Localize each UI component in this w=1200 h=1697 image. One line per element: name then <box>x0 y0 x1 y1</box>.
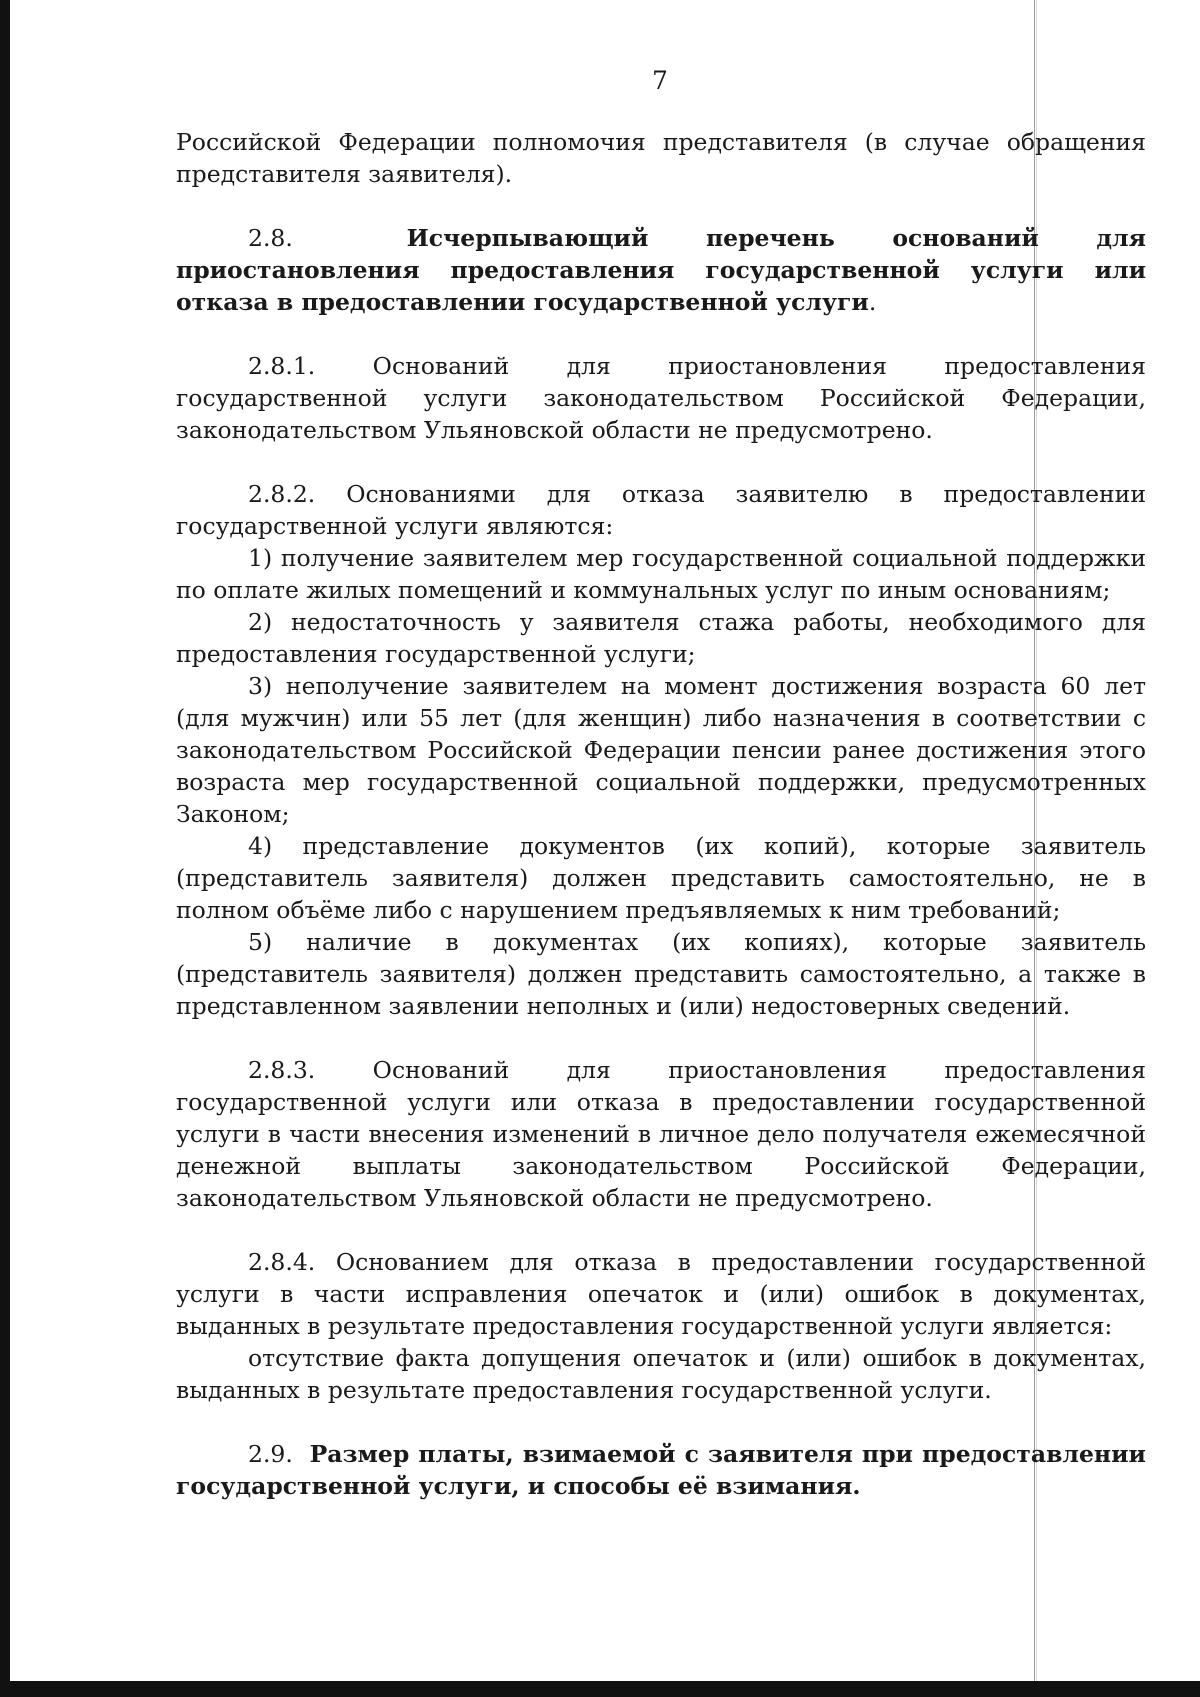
section-number: 2.9. <box>248 1440 293 1468</box>
document-body <box>176 126 1146 1502</box>
paragraph-2-8-4-condition: отсутствие факта допущения опечаток и (или) ошибок в документах, выданных в результате предоставления государственной услуги. <box>176 1344 1146 1404</box>
section-heading-2-8 <box>176 222 1146 318</box>
list-item-3: 3) неполучение заявителем на момент достижения возраста 60 лет (для мужчин) или 55 лет (для женщин) либо назначения в соответствии с законодательством Российской Федерации пенсии ранее достижения этого возраста мер государственной социальной поддержки, предусмотренных Законом; <box>176 672 1146 828</box>
scan-bottom-edge <box>0 1681 1200 1697</box>
section-title: Исчерпывающий перечень оснований для приостановления предоставления государственной услуги или отказа в предоставлении государственной услуги <box>176 224 1146 316</box>
paragraph-2-8-1: 2.8.1. Оснований для приостановления предоставления государственной услуги законодательством Российской Федерации, законодательством Ульяновской области не предусмотрено. <box>176 352 1146 444</box>
section-heading-2-9 <box>176 1438 1146 1502</box>
paragraph-2-8-2: 2.8.2. Основаниями для отказа заявителю в предоставлении государственной услуги являются: <box>176 480 1146 540</box>
paragraph-2-8-3: 2.8.3. Оснований для приостановления предоставления государственной услуги или отказа в предоставлении государственной услуги в части внесения изменений в личное дело получателя ежемесячной денежной выплаты законодательством Российской Федерации, законодательством Ульяновской области не предусмотрено. <box>176 1056 1146 1212</box>
scan-left-edge <box>0 0 10 1697</box>
paragraph-continuation: Российской Федерации полномочия представителя (в случае обращения представителя заявителя). <box>176 128 1146 188</box>
page-number: 7 <box>652 66 668 95</box>
section-number: 2.8. <box>248 224 293 252</box>
list-item-4: 4) представление документов (их копий), которые заявитель (представитель заявителя) должен представить самостоятельно, не в полном объёме либо с нарушением предъявляемых к ним требований; <box>176 832 1146 924</box>
paragraph-2-8-4: 2.8.4. Основанием для отказа в предоставлении государственной услуги в части исправления опечаток и (или) ошибок в документах, выданных в результате предоставления государственной услуги является: <box>176 1248 1146 1340</box>
list-item-5: 5) наличие в документах (их копиях), которые заявитель (представитель заявителя) должен представить самостоятельно, а также в представленном заявлении неполных и (или) недостоверных сведений. <box>176 928 1146 1020</box>
section-title: Размер платы, взимаемой с заявителя при предоставлении государственной услуги, и способы её взимания. <box>176 1440 1146 1500</box>
section-title-end: . <box>868 288 877 316</box>
list-item-2: 2) недостаточность у заявителя стажа работы, необходимого для предоставления государственной услуги; <box>176 608 1146 668</box>
list-item-1: 1) получение заявителем мер государственной социальной поддержки по оплате жилых помещений и коммунальных услуг по иным основаниям; <box>176 544 1146 604</box>
